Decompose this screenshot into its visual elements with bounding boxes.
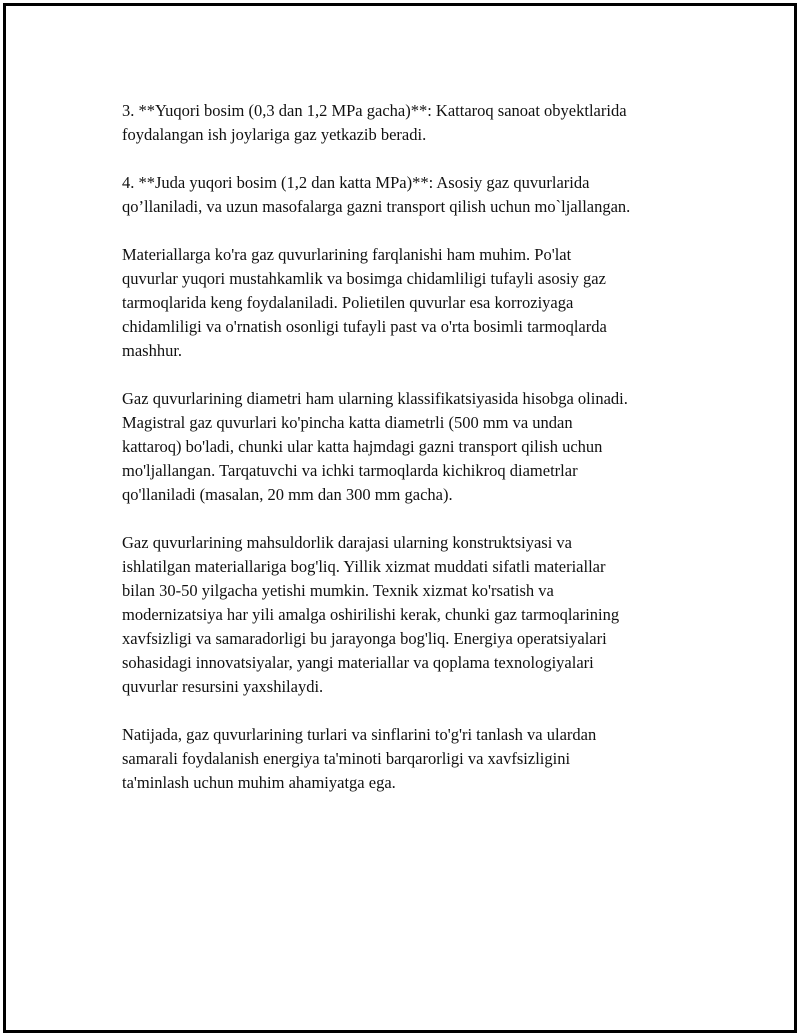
paragraph-materials: Materiallarga ko'ra gaz quvurlarining farqlanishi ham muhim. Po'lat quvurlar yuqori mustahkamlik va bosimga chidamliligi tufayli asosiy gaz tarmoqlarida keng foydalaniladi. Polietilen quvurlar esa korroziyaga chidamliligi va o'rnatish osonligi tufayli past va o'rta bosimli tarmoqlarda mashhur. bbox=[122, 245, 607, 360]
paragraph-productivity: Gaz quvurlarining mahsuldorlik darajasi ularning konstruktsiyasi va ishlatilgan materiallariga bog'liq. Yillik xizmat muddati sifatli materiallar bilan 30-50 yilgacha yetishi mumkin. Texnik xizmat ko'rsatish va modernizatsiya har yili amalga oshirilishi kerak, chunki gaz tarmoqlarining xavfsizligi va samaradorligi bu jarayonga bog'liq. Energiya operatsiyalari sohasidagi innovatsiyalar, yangi materiallar va qoplama texnologiyalari quvurlar resursini yaxshilaydi. bbox=[122, 533, 620, 696]
page-frame bbox=[3, 3, 797, 1033]
paragraph-conclusion: Natijada, gaz quvurlarining turlari va sinflarini to'g'ri tanlash va ulardan samarali foydalanish energiya ta'minoti barqarorligi va xavfsizligini ta'minlash uchun muhim ahamiyatga ega. bbox=[122, 725, 597, 792]
document-body bbox=[122, 99, 712, 819]
paragraph-very-high-pressure: 4. **Juda yuqori bosim (1,2 dan katta MPa)**: Asosiy gaz quvurlarida qo’llaniladi, va uzun masofalarga gazni transport qilish uchun mo`ljallangan. bbox=[122, 173, 631, 216]
paragraph-high-pressure: 3. **Yuqori bosim (0,3 dan 1,2 MPa gacha)**: Kattaroq sanoat obyektlarida foydalangan ish joylariga gaz yetkazib beradi. bbox=[122, 101, 627, 144]
paragraph-diameter: Gaz quvurlarining diametri ham ularning klassifikatsiyasida hisobga olinadi. Magistral gaz quvurlari ko'pincha katta diametrli (500 mm va undan kattaroq) bo'ladi, chunki ular katta hajmdagi gazni transport qilish uchun mo'ljallangan. Tarqatuvchi va ichki tarmoqlarda kichikroq diametrlar qo'llaniladi (masalan, 20 mm dan 300 mm gacha). bbox=[122, 389, 628, 504]
